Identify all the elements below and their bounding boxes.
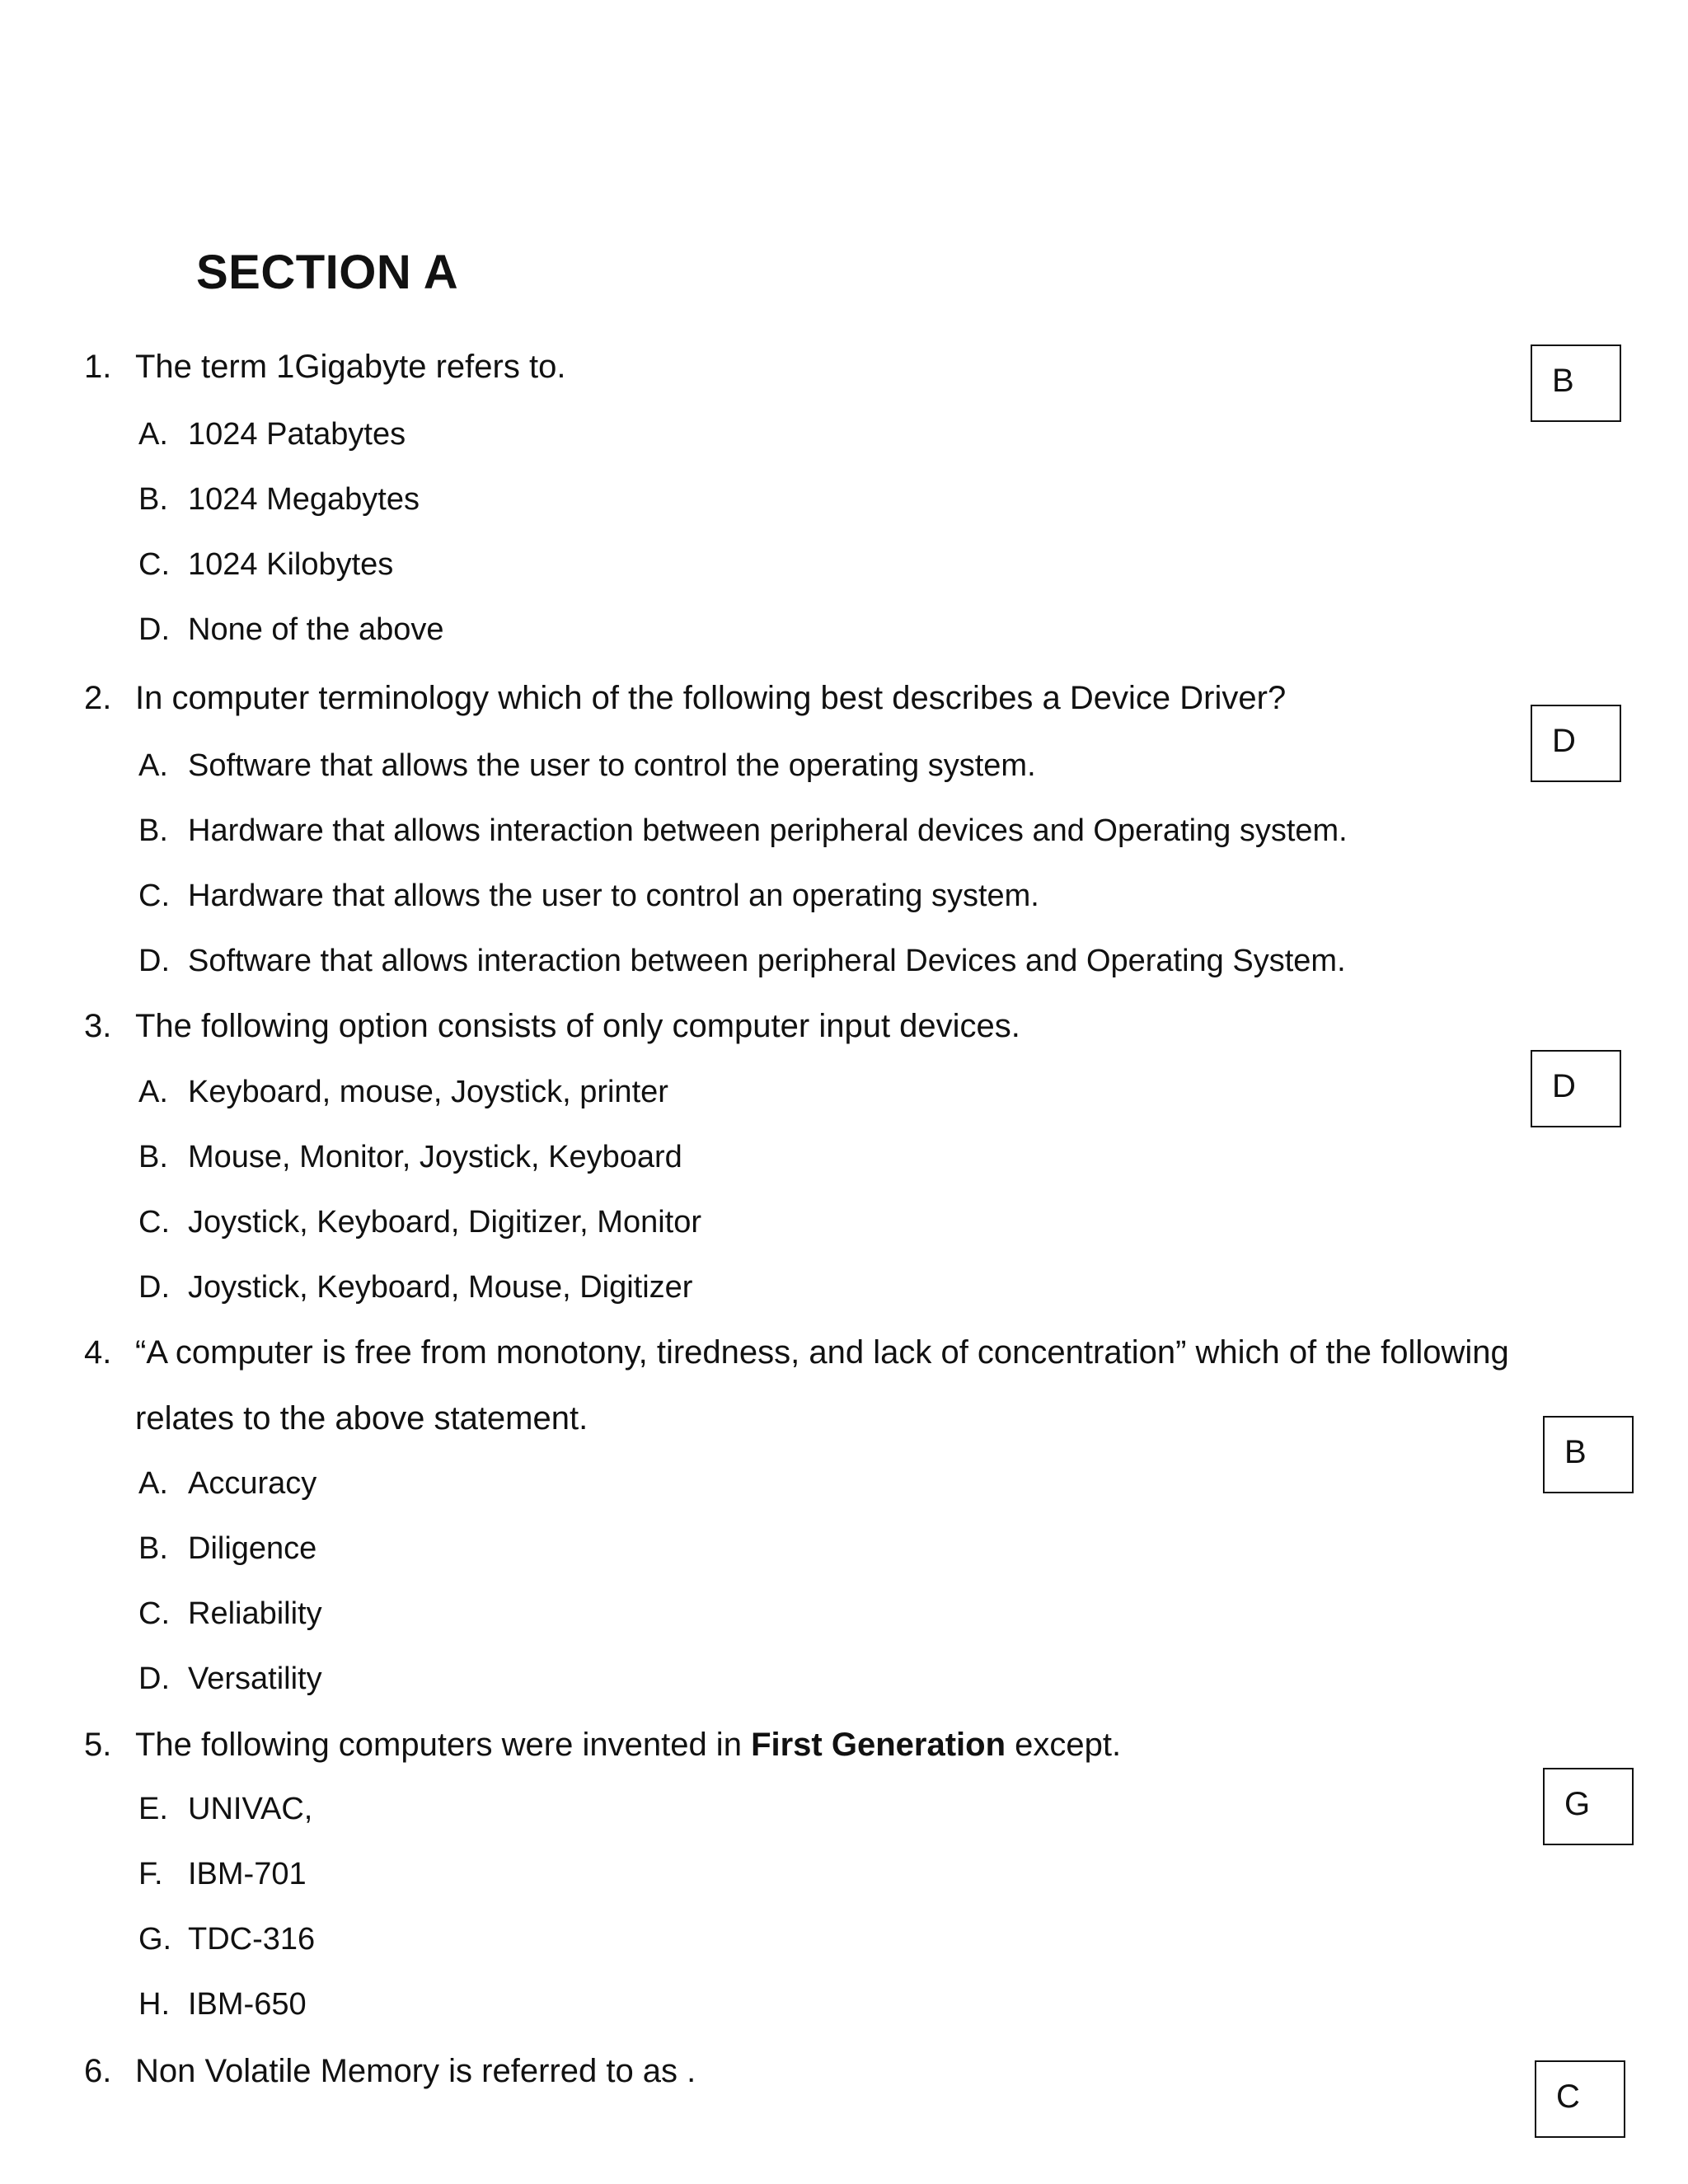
option-text: Hardware that allows interaction between peripheral devices and Operating system. <box>188 813 1348 848</box>
answer-box-5 <box>1543 1768 1634 1845</box>
question-number: 5. <box>84 1727 112 1763</box>
option-letter: C. <box>138 547 170 582</box>
option-letter: A. <box>138 748 168 783</box>
option-letter: A. <box>138 1075 168 1109</box>
option-text: Software that allows interaction between peripheral Devices and Operating System. <box>188 944 1346 978</box>
option-letter: H. <box>138 1987 170 2022</box>
option-letter: A. <box>138 1466 168 1501</box>
option-text: Mouse, Monitor, Joystick, Keyboard <box>188 1140 682 1174</box>
question-text: Non Volatile Memory is referred to as . <box>135 2053 696 2089</box>
option-text: Accuracy <box>188 1466 317 1501</box>
option-letter: D. <box>138 944 170 978</box>
option-letter: A. <box>138 417 168 452</box>
answer-letter: D <box>1552 1068 1576 1104</box>
option-letter: C. <box>138 1205 170 1240</box>
question-number: 3. <box>84 1008 112 1044</box>
answer-letter: B <box>1564 1434 1587 1470</box>
option-letter: B. <box>138 813 168 848</box>
question-text: In computer terminology which of the following best describes a Device Driver? <box>135 680 1287 716</box>
option-text: Software that allows the user to control the operating system. <box>188 748 1036 783</box>
option-text: None of the above <box>188 612 444 647</box>
option-letter: C. <box>138 879 170 913</box>
option-letter: E. <box>138 1792 168 1826</box>
option-letter: C. <box>138 1596 170 1631</box>
option-text: IBM-650 <box>188 1987 307 2022</box>
option-text: UNIVAC, <box>188 1792 313 1826</box>
option-letter: B. <box>138 1140 168 1174</box>
option-text: Joystick, Keyboard, Digitizer, Monitor <box>188 1205 702 1240</box>
option-letter: G. <box>138 1922 172 1957</box>
question-text: The term 1Gigabyte refers to. <box>135 349 566 385</box>
answer-letter: D <box>1552 723 1576 759</box>
question-text: The following option consists of only computer input devices. <box>135 1008 1020 1044</box>
question-number: 4. <box>84 1334 112 1371</box>
answer-letter: C <box>1556 2079 1580 2115</box>
option-text: 1024 Kilobytes <box>188 547 394 582</box>
section-title: SECTION A <box>196 246 459 299</box>
answer-box-3 <box>1531 1050 1621 1127</box>
question-text <box>135 1724 1121 1765</box>
answer-box-6 <box>1535 2060 1625 2138</box>
question-text: “A computer is free from monotony, tiredness, and lack of concentration” which of the following <box>135 1334 1509 1371</box>
answer-box-1 <box>1531 344 1621 422</box>
option-text: Reliability <box>188 1596 322 1631</box>
question-text-bold: First Generation <box>751 1727 1006 1763</box>
option-text: 1024 Megabytes <box>188 482 420 517</box>
question-text-line2: relates to the above statement. <box>135 1400 588 1436</box>
option-text: Hardware that allows the user to control an operating system. <box>188 879 1039 913</box>
question-text-before: The following computers were invented in <box>135 1727 752 1763</box>
answer-box-4 <box>1543 1416 1634 1493</box>
option-letter: B. <box>138 1531 168 1566</box>
option-text: Diligence <box>188 1531 317 1566</box>
option-letter: D. <box>138 612 170 647</box>
option-text: TDC-316 <box>188 1922 316 1957</box>
option-text: 1024 Patabytes <box>188 417 406 452</box>
option-text: IBM-701 <box>188 1857 307 1891</box>
option-letter: D. <box>138 1270 170 1305</box>
question-number: 2. <box>84 680 112 716</box>
answer-letter: G <box>1564 1786 1591 1822</box>
option-letter: F. <box>138 1857 163 1891</box>
question-text-after: except. <box>1006 1727 1122 1763</box>
question-number: 1. <box>84 349 112 385</box>
option-text: Versatility <box>188 1661 322 1696</box>
answer-letter: B <box>1552 363 1574 399</box>
option-text: Joystick, Keyboard, Mouse, Digitizer <box>188 1270 693 1305</box>
option-text: Keyboard, mouse, Joystick, printer <box>188 1075 668 1109</box>
question-number: 6. <box>84 2053 112 2089</box>
option-letter: D. <box>138 1661 170 1696</box>
answer-box-2 <box>1531 705 1621 782</box>
option-letter: B. <box>138 482 168 517</box>
